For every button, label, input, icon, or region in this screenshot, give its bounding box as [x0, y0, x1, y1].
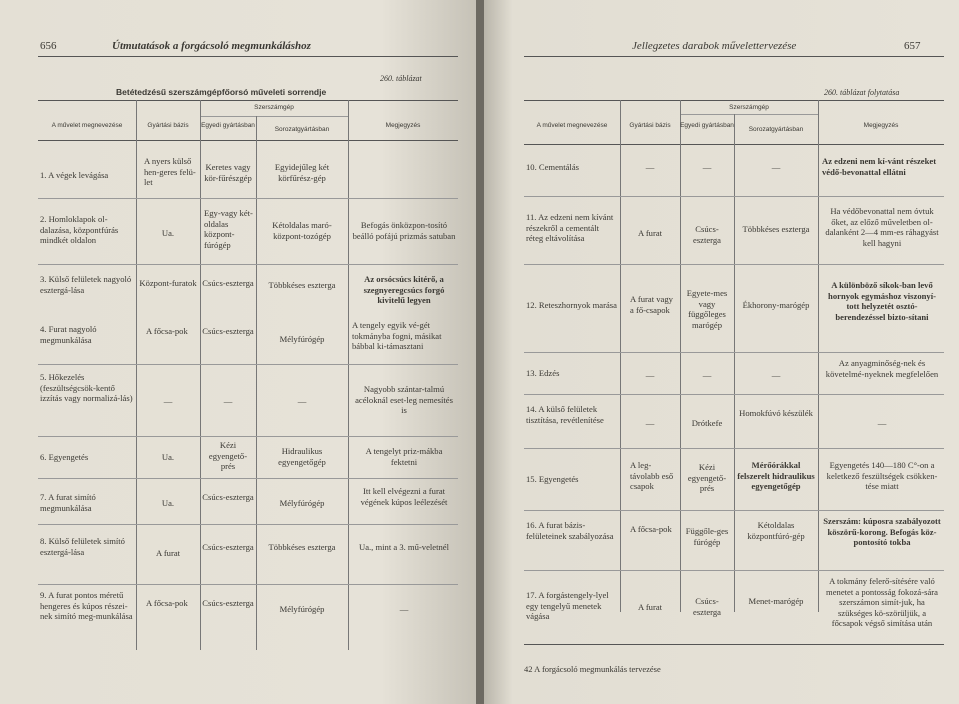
table-cell-operation: 14. A külső felületek tisztítása, revétlenítése: [526, 404, 604, 425]
right-col-divider: [680, 100, 681, 612]
table-cell-operation: 5. Hőkezelés (feszültségcsök-kentő izzítás vagy normalizá-lás): [40, 372, 133, 404]
table-cell-base: A főcsa-pok: [146, 598, 188, 608]
table-cell-serial: Többkéses eszterga: [268, 280, 336, 290]
table-cell-operation: 8. Külső felületek simító esztergá-lása: [40, 536, 125, 557]
table-cell-single: Csúcs-eszterga: [693, 596, 721, 617]
table-cell-note: Ua., mint a 3. mű-veletnél: [359, 542, 449, 552]
right-head-rule: [524, 56, 944, 57]
table-cell-serial: Egyidejűleg két körfűrész-gép: [274, 162, 330, 183]
right-col-divider: [620, 100, 621, 612]
table-cell-operation: 3. Külső felületek nagyoló esztergá-lása: [40, 274, 132, 295]
left-row-rule: [38, 436, 458, 437]
table-cell-single: Egy-vagy két-oldalas központ-fúrógép: [204, 208, 253, 250]
table-cell-note: A tengely egyik vé-gét tokmányba fogni, másikat bábbal ki-támasztani: [352, 320, 442, 352]
right-col-divider: [734, 114, 735, 612]
table-cell-single: Csúcs-eszterga: [202, 492, 254, 502]
table-cell-note: Szerszám: kúposra szabályozott köszörű-korong. Befogás köz-pontosító tokba: [823, 516, 941, 548]
right-footer: 42 A forgácsoló megmunkálás tervezése: [524, 664, 661, 674]
table-cell-serial: —: [771, 162, 781, 172]
table-cell-base: —: [645, 162, 655, 172]
table-cell-note: Ha védőbevonattal nem óvtuk őket, az előző műveletben ol-dalanként 2—4 mm-es ráhagyást kell hagyni: [825, 206, 939, 248]
left-header-base: Gyártási bázis: [147, 122, 189, 129]
table-cell-note: Itt kell elvégezni a furat végének kúpos leélezését: [360, 486, 448, 507]
table-cell-serial: Többkéses eszterga: [742, 224, 810, 234]
table-cell-base: —: [163, 396, 173, 406]
table-cell-operation: 16. A furat bázis-felületeinek szabályozása: [526, 520, 614, 541]
table-cell-serial: Ékhorony-marógép: [742, 300, 810, 310]
table-cell-single: Függőle-ges fúrógép: [685, 526, 729, 547]
left-row-rule: [38, 478, 458, 479]
table-cell-serial: Menet-marógép: [748, 596, 804, 606]
table-cell-base: A leg-távolabb eső csapok: [630, 460, 674, 492]
table-cell-operation: 9. A furat pontos méretű hengeres és kúpos részei-nek simító meg-munkálása: [40, 590, 133, 622]
book-gutter: [476, 0, 484, 704]
right-header-base: Gyártási bázis: [629, 122, 671, 129]
table-cell-single: Keretes vagy kör-fűrészgép: [204, 162, 252, 183]
table-cell-single: Kézi egyengető-prés: [208, 440, 248, 472]
right-page-number: 657: [904, 40, 921, 52]
table-cell-base: A nyers külső hen-geres felü-let: [144, 156, 196, 188]
table-cell-single: Egyete-mes vagy függőleges marógép: [686, 288, 728, 330]
table-cell-base: A főcsa-pok: [630, 524, 672, 534]
right-header-single: Egyedi gyártásban: [680, 122, 734, 129]
right-row-rule: [524, 196, 944, 197]
right-row-rule: [524, 264, 944, 265]
table-cell-note: Az orsócsúcs kitérő, a szegnyeregcsúcs forgó kivitelű legyen: [363, 274, 445, 306]
table-cell-single: Csúcs-eszterga: [202, 598, 254, 608]
table-cell-operation: 7. A furat simító megmunkálása: [40, 492, 96, 513]
table-cell-single: Csúcs-eszterga: [693, 224, 721, 245]
table-cell-single: —: [702, 162, 712, 172]
table-cell-base: A furat: [637, 602, 663, 612]
table-cell-base: A furat: [637, 228, 663, 238]
table-cell-operation: 13. Edzés: [526, 368, 560, 378]
table-cell-operation: 1. A végek levágása: [40, 170, 109, 180]
table-cell-single: Csúcs-eszterga: [202, 542, 254, 552]
left-table-number: 260. táblázat: [380, 74, 422, 83]
table-cell-note: Az edzeni nem kí-vánt részeket védő-bevonattal ellátni: [822, 156, 937, 177]
table-cell-serial: —: [771, 370, 781, 380]
right-table-number: 260. táblázat folytatása: [824, 88, 900, 97]
table-cell-operation: 17. A forgástengely-lyel egy tengelyű menetek vágása: [526, 590, 609, 622]
right-row-rule: [524, 394, 944, 395]
right-table-top-rule: [524, 100, 944, 101]
table-cell-serial: Többkéses eszterga: [268, 542, 336, 552]
table-cell-note: Egyengetés 140—180 C°-on a keletkező feszültségek csökken-tése miatt: [826, 460, 938, 492]
table-cell-base: Ua.: [161, 452, 175, 462]
right-row-rule: [524, 510, 944, 511]
left-col-divider: [256, 116, 257, 650]
left-head-rule: [38, 56, 458, 57]
table-cell-base: Ua.: [161, 228, 175, 238]
table-cell-note: Befogás önközpon-tosító beálló pofájú prizmás satuban: [352, 220, 456, 241]
table-cell-base: A főcsa-pok: [146, 326, 188, 336]
table-cell-base: Ua.: [161, 498, 175, 508]
table-cell-note: Az anyagminőség-nek és követelmé-nyeknek megfelelően: [825, 358, 939, 379]
table-cell-serial: Mélyfúrógép: [279, 334, 325, 344]
table-cell-single: Csúcs-eszterga: [202, 278, 254, 288]
left-col-divider: [348, 100, 349, 650]
right-header-serial: Sorozatgyártásban: [748, 126, 804, 133]
right-header-note: Megjegyzés: [863, 122, 899, 129]
table-cell-serial: Mélyfúrógép: [279, 498, 325, 508]
table-cell-serial: Kétoldalas maró-központ-tozógép: [272, 220, 332, 241]
right-col-divider: [818, 100, 819, 612]
table-cell-serial: Hidraulikus egyengetőgép: [278, 446, 326, 467]
right-row-rule: [524, 570, 944, 571]
left-page: [0, 0, 476, 704]
table-cell-note: —: [877, 418, 887, 428]
left-col-divider: [200, 100, 201, 650]
right-table-bottom-rule: [524, 644, 944, 645]
left-header-single: Egyedi gyártásban: [201, 122, 255, 129]
table-cell-serial: Homokfúvó készülék: [739, 408, 813, 418]
right-header-operation: A művelet megnevezése: [536, 122, 608, 129]
left-row-rule: [38, 364, 458, 365]
table-cell-operation: 12. Reteszhornyok marása: [526, 300, 617, 310]
left-tool-subrule: [200, 116, 348, 117]
table-cell-note: Nagyobb szántar-talmú acéloknál eset-leg nemesítés is: [355, 384, 453, 416]
table-cell-single: Csúcs-eszterga: [202, 326, 254, 336]
left-page-number: 656: [40, 40, 57, 52]
table-cell-base: —: [645, 370, 655, 380]
left-row-rule: [38, 264, 458, 265]
left-table-title: Betétedzésű szerszámgépfőorsó műveleti sorrendje: [116, 87, 327, 97]
left-header-note: Megjegyzés: [385, 122, 421, 129]
table-cell-base: A furat: [155, 548, 181, 558]
table-cell-base: A furat vagy a fő-csapok: [630, 294, 673, 315]
table-cell-serial: Kétoldalas központfúró-gép: [747, 520, 805, 541]
right-row-rule: [524, 448, 944, 449]
table-cell-operation: 6. Egyengetés: [40, 452, 89, 462]
left-running-head: Útmutatások a forgácsoló megmunkáláshoz: [112, 40, 311, 52]
left-table-top-rule: [38, 100, 458, 101]
table-cell-operation: 15. Egyengetés: [526, 474, 579, 484]
left-header-tool: Szerszámgép: [254, 104, 294, 111]
table-cell-operation: 4. Furat nagyoló megmunkálása: [40, 324, 97, 345]
left-col-divider: [136, 100, 137, 650]
left-row-rule: [38, 198, 458, 199]
left-header-bottom-rule: [38, 140, 458, 141]
table-cell-note: A tokmány felerő-sítésére való menetet a pontosság fokozá-sára szerszámon simít-juk, ha szükséges kö-szörüljük, a főcsapok végső simítása után: [826, 576, 938, 629]
left-row-rule: [38, 524, 458, 525]
right-row-rule: [524, 352, 944, 353]
table-cell-note: —: [399, 604, 409, 614]
table-cell-single: —: [223, 396, 233, 406]
right-tool-subrule: [680, 114, 818, 115]
table-cell-single: Drótkefe: [691, 418, 723, 428]
right-page: [484, 0, 959, 704]
right-header-tool: Szerszámgép: [729, 104, 769, 111]
table-cell-single: —: [702, 370, 712, 380]
table-cell-serial: Mélyfúrógép: [279, 604, 325, 614]
table-cell-note: A különböző síkok-ban levő hornyok egymáshoz viszonyí-tott helyzetét osztó-berendezéssel bizto-sítani: [828, 280, 936, 322]
table-cell-note: A tengelyt priz-mákba fektetni: [365, 446, 443, 467]
table-cell-base: Központ-furatok: [139, 278, 197, 288]
table-cell-operation: 11. Az edzeni nem kívánt részekről a cementált réteg eltávolítása: [526, 212, 614, 244]
left-header-operation: A művelet megnevezése: [51, 122, 123, 129]
table-cell-single: Kézi egyengető-prés: [687, 462, 727, 494]
right-running-head: Jellegzetes darabok művelettervezése: [632, 40, 797, 52]
table-cell-serial: —: [297, 396, 307, 406]
table-cell-base: —: [645, 418, 655, 428]
table-cell-operation: 2. Homloklapok ol-dalazása, központfúrás mindkét oldalon: [40, 214, 119, 246]
left-row-rule: [38, 584, 458, 585]
left-header-serial: Sorozatgyártásban: [274, 126, 330, 133]
table-cell-operation: 10. Cementálás: [526, 162, 579, 172]
table-cell-serial: Mérőórákkal felszerelt hidraulikus egyengetőgép: [737, 460, 815, 492]
